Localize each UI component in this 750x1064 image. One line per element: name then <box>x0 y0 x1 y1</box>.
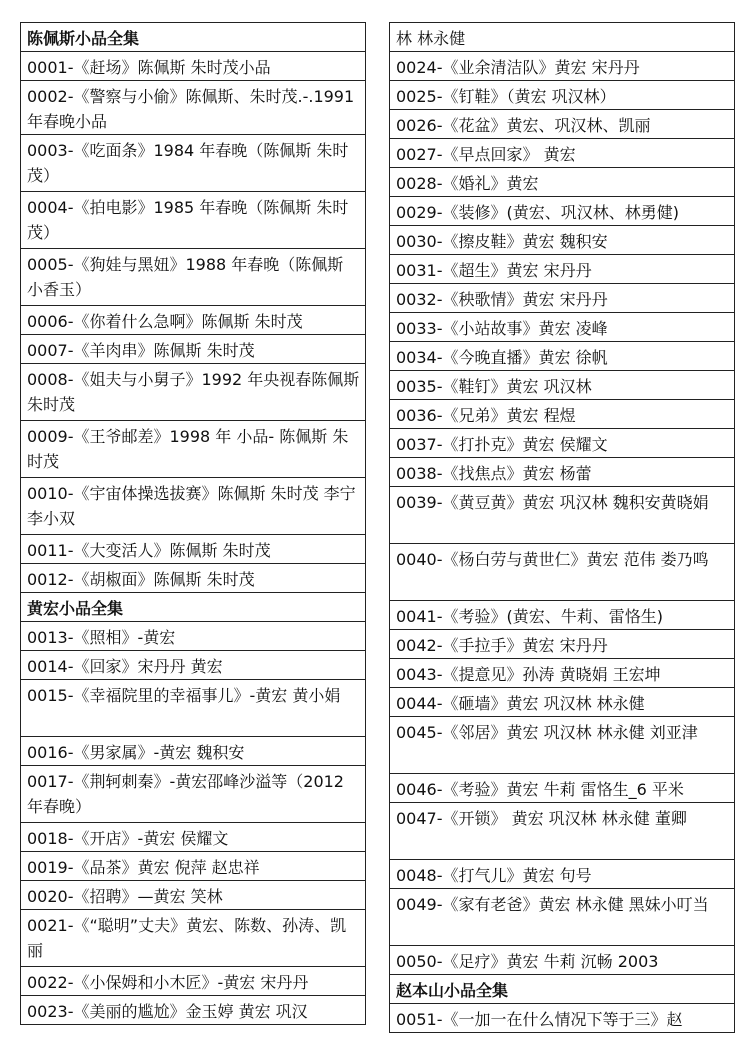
section-header: 黄宏小品全集 <box>21 593 365 622</box>
list-item: 0034-《今晚直播》黄宏 徐帆 <box>390 342 734 371</box>
list-item: 0010-《宇宙体操选拔赛》陈佩斯 朱时茂 李宁 李小双 <box>21 478 365 535</box>
list-item: 0041-《考验》(黄宏、牛莉、雷恪生) <box>390 601 734 630</box>
list-item: 0014-《回家》宋丹丹 黄宏 <box>21 651 365 680</box>
list-item: 0024-《业余清洁队》黄宏 宋丹丹 <box>390 52 734 81</box>
list-item: 0049-《家有老爸》黄宏 林永健 黑妹小叮当 <box>390 889 734 946</box>
list-item: 0007-《羊肉串》陈佩斯 朱时茂 <box>21 335 365 364</box>
list-item: 0019-《品茶》黄宏 倪萍 赵忠祥 <box>21 852 365 881</box>
list-item: 0044-《砸墙》黄宏 巩汉林 林永健 <box>390 688 734 717</box>
list-item: 0037-《打扑克》黄宏 侯耀文 <box>390 429 734 458</box>
list-item: 0004-《拍电影》1985 年春晚（陈佩斯 朱时茂） <box>21 192 365 249</box>
list-item: 0005-《狗娃与黑妞》1988 年春晚（陈佩斯 小香玉） <box>21 249 365 306</box>
list-item: 0011-《大变活人》陈佩斯 朱时茂 <box>21 535 365 564</box>
list-item: 林 林永健 <box>390 23 734 52</box>
list-item: 0043-《提意见》孙涛 黄晓娟 王宏坤 <box>390 659 734 688</box>
list-item: 0022-《小保姆和小木匠》-黄宏 宋丹丹 <box>21 967 365 996</box>
list-item: 0038-《找焦点》黄宏 杨蕾 <box>390 458 734 487</box>
list-item: 0021-《“聪明”丈夫》黄宏、陈数、孙涛、凯丽 <box>21 910 365 967</box>
left-column <box>20 22 366 1025</box>
list-item: 0002-《警察与小偷》陈佩斯、朱时茂.-.1991 年春晚小品 <box>21 81 365 135</box>
list-item: 0050-《足疗》黄宏 牛莉 沉畅 2003 <box>390 946 734 975</box>
list-item: 0035-《鞋钉》黄宏 巩汉林 <box>390 371 734 400</box>
list-item: 0017-《荆轲刺秦》-黄宏邵峰沙溢等（2012 年春晚） <box>21 766 365 823</box>
list-item: 0031-《超生》黄宏 宋丹丹 <box>390 255 734 284</box>
list-item: 0042-《手拉手》黄宏 宋丹丹 <box>390 630 734 659</box>
list-item: 0023-《美丽的尴尬》金玉婷 黄宏 巩汉 <box>21 996 365 1025</box>
list-item: 0029-《装修》(黄宏、巩汉林、林勇健) <box>390 197 734 226</box>
list-item: 0032-《秧歌情》黄宏 宋丹丹 <box>390 284 734 313</box>
list-item: 0051-《一加一在什么情况下等于三》赵 <box>390 1004 734 1033</box>
list-item: 0020-《招聘》—黄宏 笑林 <box>21 881 365 910</box>
list-item: 0013-《照相》-黄宏 <box>21 622 365 651</box>
list-item: 0012-《胡椒面》陈佩斯 朱时茂 <box>21 564 365 593</box>
list-item: 0001-《赶场》陈佩斯 朱时茂小品 <box>21 52 365 81</box>
list-item: 0016-《男家属》-黄宏 魏积安 <box>21 737 365 766</box>
section-header: 陈佩斯小品全集 <box>21 23 365 52</box>
list-item: 0046-《考验》黄宏 牛莉 雷恪生_6 平米 <box>390 774 734 803</box>
list-item: 0015-《幸福院里的幸福事儿》-黄宏 黄小娟 <box>21 680 365 737</box>
list-item: 0033-《小站故事》黄宏 凌峰 <box>390 313 734 342</box>
list-item: 0045-《邻居》黄宏 巩汉林 林永健 刘亚津 <box>390 717 734 774</box>
list-item: 0039-《黄豆黄》黄宏 巩汉林 魏积安黄晓娟 <box>390 487 734 544</box>
list-item: 0030-《擦皮鞋》黄宏 魏积安 <box>390 226 734 255</box>
list-item: 0009-《王爷邮差》1998 年 小品- 陈佩斯 朱时茂 <box>21 421 365 478</box>
list-item: 0025-《钉鞋》（黄宏 巩汉林） <box>390 81 734 110</box>
list-item: 0027-《早点回家》 黄宏 <box>390 139 734 168</box>
list-item: 0048-《打气儿》黄宏 句号 <box>390 860 734 889</box>
list-item: 0003-《吃面条》1984 年春晚（陈佩斯 朱时茂） <box>21 135 365 192</box>
list-item: 0047-《开锁》 黄宏 巩汉林 林永健 董卿 <box>390 803 734 860</box>
list-item: 0026-《花盆》黄宏、巩汉林、凯丽 <box>390 110 734 139</box>
section-header: 赵本山小品全集 <box>390 975 734 1004</box>
right-column <box>389 22 735 1033</box>
list-item: 0008-《姐夫与小舅子》1992 年央视春陈佩斯 朱时茂 <box>21 364 365 421</box>
list-item: 0028-《婚礼》黄宏 <box>390 168 734 197</box>
list-item: 0018-《开店》-黄宏 侯耀文 <box>21 823 365 852</box>
list-item: 0040-《杨白劳与黄世仁》黄宏 范伟 娄乃鸣 <box>390 544 734 601</box>
list-item: 0036-《兄弟》黄宏 程煜 <box>390 400 734 429</box>
list-item: 0006-《你着什么急啊》陈佩斯 朱时茂 <box>21 306 365 335</box>
